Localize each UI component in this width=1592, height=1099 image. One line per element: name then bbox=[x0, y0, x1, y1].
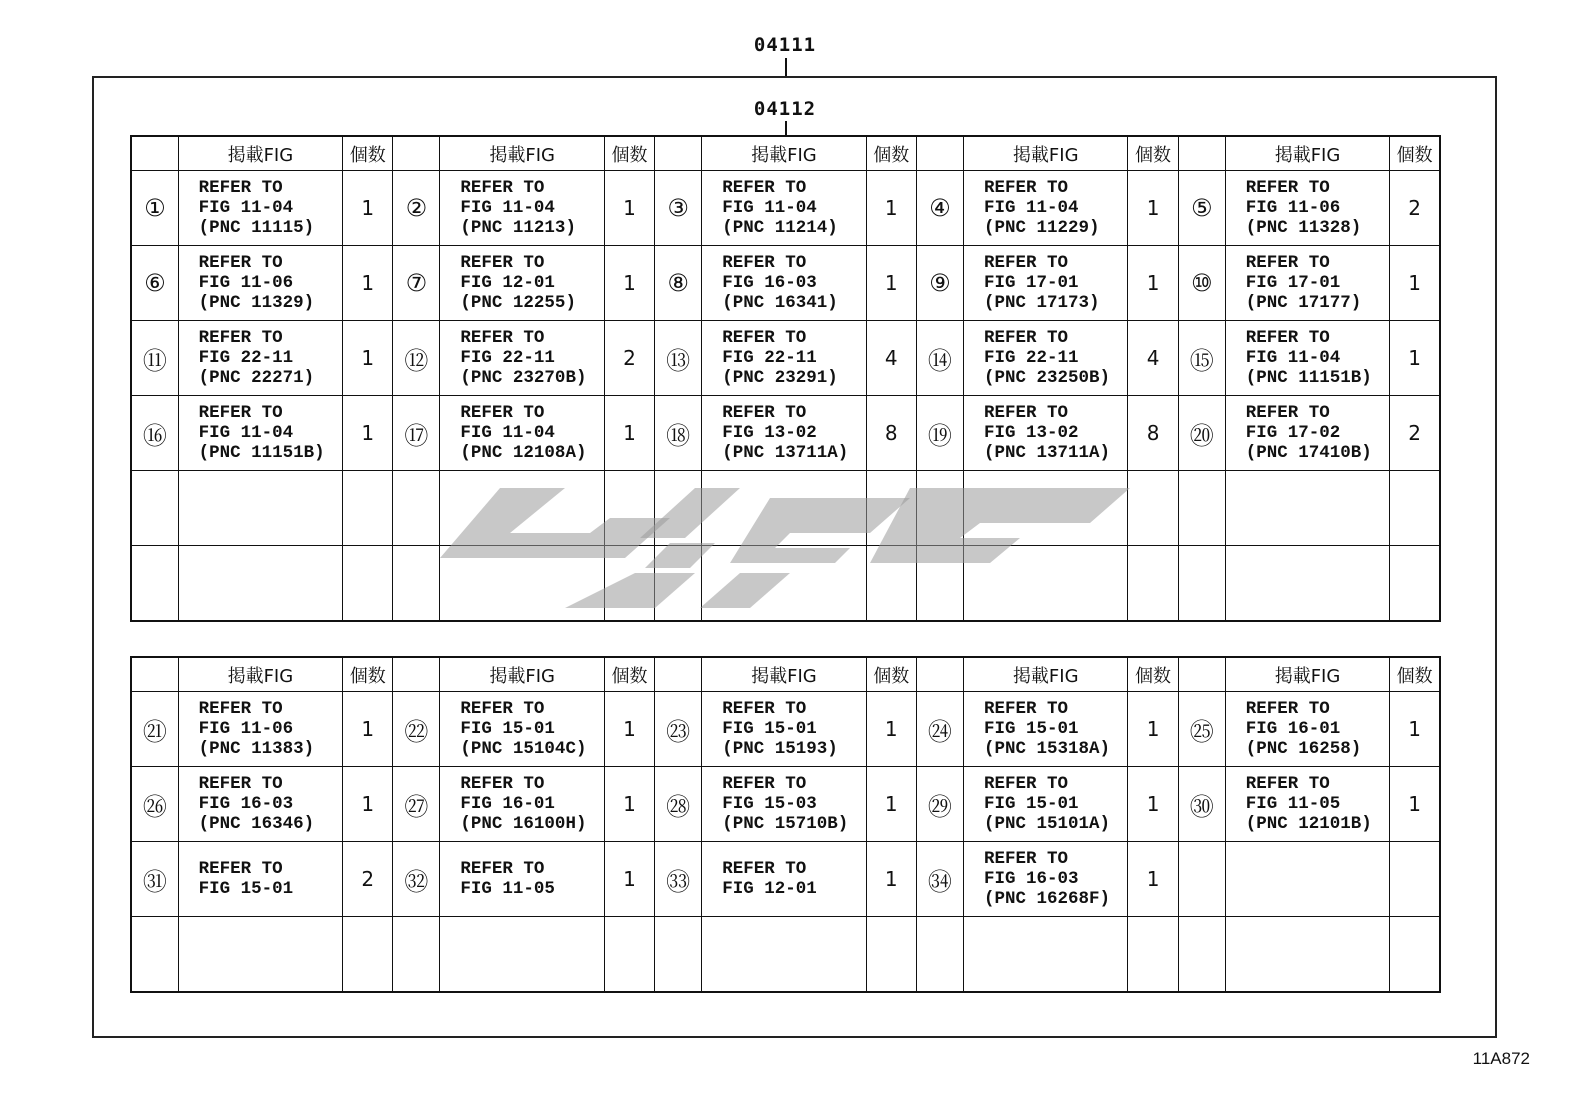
fig-reference-line: FIG 11-04 bbox=[198, 198, 294, 218]
fig-reference-line: (PNC 15101A) bbox=[983, 814, 1111, 834]
item-number: ㉙ bbox=[916, 767, 963, 842]
fig-reference-line: FIG 15-01 bbox=[983, 794, 1079, 814]
item-number bbox=[916, 471, 963, 546]
fig-reference-line: (PNC 13711A) bbox=[983, 443, 1111, 463]
item-number: ⑤ bbox=[1178, 171, 1225, 246]
item-number: ⑧ bbox=[655, 246, 702, 321]
parts-table-2 bbox=[130, 656, 1441, 993]
fig-reference-line: FIG 11-04 bbox=[460, 198, 555, 218]
fig-reference-line: (PNC 16268F) bbox=[983, 889, 1111, 909]
item-quantity: 2 bbox=[1390, 171, 1440, 246]
header-fig: 掲載FIG bbox=[963, 136, 1128, 171]
fig-reference bbox=[1225, 842, 1390, 917]
item-number: ⑪ bbox=[131, 321, 178, 396]
item-number: ㉒ bbox=[393, 692, 440, 767]
item-quantity bbox=[1128, 546, 1178, 622]
item-number: ⑥ bbox=[131, 246, 178, 321]
item-number bbox=[655, 917, 702, 993]
item-quantity: 8 bbox=[866, 396, 916, 471]
fig-reference-line: (PNC 23270B) bbox=[460, 368, 587, 388]
fig-reference-line: (PNC 12255) bbox=[460, 293, 576, 313]
item-quantity bbox=[604, 546, 654, 622]
fig-reference bbox=[963, 767, 1128, 842]
fig-reference-line: FIG 16-01 bbox=[460, 794, 555, 814]
item-number bbox=[1178, 917, 1225, 993]
fig-reference-line: FIG 11-04 bbox=[198, 423, 294, 443]
fig-reference-line: (PNC 17410B) bbox=[1245, 443, 1372, 463]
item-number: ㉖ bbox=[131, 767, 178, 842]
fig-reference-line: FIG 16-03 bbox=[722, 273, 817, 293]
fig-reference-line: REFER TO bbox=[983, 253, 1068, 273]
fig-reference-line: (PNC 11115) bbox=[198, 218, 315, 238]
item-quantity: 2 bbox=[343, 842, 393, 917]
fig-reference-line: (PNC 11214) bbox=[722, 218, 838, 238]
item-quantity: 1 bbox=[343, 321, 393, 396]
fig-reference bbox=[963, 396, 1128, 471]
item-quantity: 4 bbox=[1128, 321, 1178, 396]
item-quantity: 1 bbox=[1390, 692, 1440, 767]
item-quantity bbox=[866, 546, 916, 622]
item-number: ⑳ bbox=[1178, 396, 1225, 471]
item-quantity bbox=[604, 917, 654, 993]
table-row bbox=[131, 321, 1440, 396]
table-row bbox=[131, 692, 1440, 767]
fig-reference-line: REFER TO bbox=[198, 253, 283, 273]
item-number bbox=[393, 546, 440, 622]
fig-reference bbox=[440, 171, 605, 246]
fig-reference-line: (PNC 17173) bbox=[983, 293, 1100, 313]
fig-reference-line: REFER TO bbox=[1245, 774, 1330, 794]
fig-reference bbox=[963, 171, 1128, 246]
header-fig: 掲載FIG bbox=[178, 657, 343, 692]
item-number: ⑱ bbox=[655, 396, 702, 471]
fig-reference-line: FIG 13-02 bbox=[983, 423, 1079, 443]
header-qty: 個数 bbox=[1390, 657, 1440, 692]
fig-reference bbox=[1225, 471, 1390, 546]
fig-reference-line: FIG 22-11 bbox=[460, 348, 555, 368]
header-blank bbox=[393, 136, 440, 171]
item-quantity: 1 bbox=[1128, 767, 1178, 842]
item-quantity: 1 bbox=[604, 767, 654, 842]
fig-reference bbox=[1225, 546, 1390, 622]
fig-reference bbox=[1225, 692, 1390, 767]
fig-reference bbox=[702, 471, 867, 546]
fig-reference-line: (PNC 16346) bbox=[198, 814, 315, 834]
fig-reference-line: REFER TO bbox=[198, 328, 283, 348]
table-row bbox=[131, 171, 1440, 246]
fig-reference-line: FIG 11-04 bbox=[1245, 348, 1341, 368]
fig-reference bbox=[440, 767, 605, 842]
item-number bbox=[1178, 842, 1225, 917]
header-blank bbox=[131, 657, 178, 692]
item-quantity bbox=[343, 917, 393, 993]
item-quantity: 1 bbox=[343, 692, 393, 767]
fig-reference bbox=[702, 246, 867, 321]
fig-reference bbox=[963, 692, 1128, 767]
figure-id: 11A872 bbox=[1472, 1049, 1530, 1068]
item-quantity: 1 bbox=[343, 767, 393, 842]
fig-reference-line: (PNC 17177) bbox=[1245, 293, 1362, 313]
item-number: ⑩ bbox=[1178, 246, 1225, 321]
header-qty: 個数 bbox=[604, 136, 654, 171]
header-qty: 個数 bbox=[343, 657, 393, 692]
fig-reference-line: FIG 11-04 bbox=[460, 423, 555, 443]
fig-reference-line: (PNC 12108A) bbox=[460, 443, 587, 463]
item-quantity bbox=[343, 471, 393, 546]
table-row bbox=[131, 246, 1440, 321]
table-row bbox=[131, 471, 1440, 546]
fig-reference-line: REFER TO bbox=[722, 178, 807, 198]
fig-reference-line: FIG 15-01 bbox=[983, 719, 1079, 739]
item-number: ㉚ bbox=[1178, 767, 1225, 842]
item-quantity: 1 bbox=[866, 171, 916, 246]
fig-reference-line: REFER TO bbox=[983, 849, 1068, 869]
item-quantity: 1 bbox=[343, 171, 393, 246]
item-quantity: 1 bbox=[866, 842, 916, 917]
header-fig: 掲載FIG bbox=[1225, 657, 1390, 692]
fig-reference-line: (PNC 15318A) bbox=[983, 739, 1111, 759]
item-number: ㉜ bbox=[393, 842, 440, 917]
item-quantity: 1 bbox=[1390, 767, 1440, 842]
item-number: ⑨ bbox=[916, 246, 963, 321]
fig-reference-line: (PNC 23291) bbox=[722, 368, 838, 388]
item-quantity bbox=[1390, 546, 1440, 622]
item-number: ㉑ bbox=[131, 692, 178, 767]
fig-reference-line: REFER TO bbox=[1245, 403, 1330, 423]
header-blank bbox=[1178, 657, 1225, 692]
item-number: ㉛ bbox=[131, 842, 178, 917]
fig-reference-line: (PNC 15193) bbox=[722, 739, 838, 759]
fig-reference bbox=[440, 246, 605, 321]
header-blank bbox=[1178, 136, 1225, 171]
fig-reference-line: FIG 17-02 bbox=[1245, 423, 1341, 443]
fig-reference-line: REFER TO bbox=[722, 859, 807, 879]
fig-reference-line: FIG 15-01 bbox=[198, 879, 294, 899]
fig-reference bbox=[702, 396, 867, 471]
fig-reference bbox=[178, 546, 343, 622]
fig-reference bbox=[440, 546, 605, 622]
parts-table-1 bbox=[130, 135, 1441, 622]
fig-reference-line: REFER TO bbox=[1245, 253, 1330, 273]
fig-reference-line: FIG 17-01 bbox=[1245, 273, 1341, 293]
header-blank bbox=[916, 136, 963, 171]
fig-reference-line: (PNC 16100H) bbox=[460, 814, 587, 834]
header-qty: 個数 bbox=[604, 657, 654, 692]
fig-reference-line: FIG 17-01 bbox=[983, 273, 1079, 293]
fig-reference bbox=[440, 321, 605, 396]
fig-reference-line: FIG 22-11 bbox=[198, 348, 294, 368]
header-fig: 掲載FIG bbox=[178, 136, 343, 171]
item-quantity bbox=[866, 917, 916, 993]
fig-reference bbox=[702, 917, 867, 993]
item-quantity: 1 bbox=[1128, 842, 1178, 917]
item-number: ㉓ bbox=[655, 692, 702, 767]
fig-reference-line: REFER TO bbox=[1245, 699, 1330, 719]
fig-reference-line: FIG 22-11 bbox=[983, 348, 1079, 368]
fig-reference bbox=[963, 246, 1128, 321]
fig-reference-line: (PNC 12101B) bbox=[1245, 814, 1372, 834]
fig-reference bbox=[1225, 246, 1390, 321]
fig-reference bbox=[178, 917, 343, 993]
header-fig: 掲載FIG bbox=[702, 136, 867, 171]
fig-reference-line: REFER TO bbox=[983, 178, 1068, 198]
item-quantity: 1 bbox=[604, 692, 654, 767]
item-quantity: 1 bbox=[604, 171, 654, 246]
fig-reference bbox=[702, 546, 867, 622]
fig-reference-line: REFER TO bbox=[198, 403, 283, 423]
item-quantity: 1 bbox=[1390, 321, 1440, 396]
item-quantity: 4 bbox=[866, 321, 916, 396]
fig-reference bbox=[702, 321, 867, 396]
fig-reference-line: REFER TO bbox=[460, 699, 545, 719]
item-quantity bbox=[1390, 917, 1440, 993]
fig-reference-line: (PNC 16341) bbox=[722, 293, 838, 313]
fig-reference bbox=[963, 546, 1128, 622]
item-number: ㉞ bbox=[916, 842, 963, 917]
fig-reference-line: REFER TO bbox=[722, 774, 807, 794]
header-fig: 掲載FIG bbox=[440, 136, 605, 171]
fig-reference bbox=[963, 321, 1128, 396]
item-quantity: 1 bbox=[866, 767, 916, 842]
fig-reference-line: (PNC 11151B) bbox=[198, 443, 325, 463]
fig-reference bbox=[440, 842, 605, 917]
fig-reference bbox=[440, 471, 605, 546]
item-quantity: 1 bbox=[1128, 246, 1178, 321]
item-number: ㉕ bbox=[1178, 692, 1225, 767]
item-quantity: 1 bbox=[604, 396, 654, 471]
header-blank bbox=[655, 136, 702, 171]
fig-reference bbox=[702, 842, 867, 917]
item-number: ⑭ bbox=[916, 321, 963, 396]
fig-reference-line: REFER TO bbox=[983, 774, 1068, 794]
fig-reference bbox=[440, 396, 605, 471]
fig-reference-line: FIG 11-04 bbox=[722, 198, 817, 218]
top-leader-line bbox=[785, 58, 787, 76]
fig-reference bbox=[440, 917, 605, 993]
fig-reference-line: REFER TO bbox=[722, 403, 807, 423]
item-quantity: 8 bbox=[1128, 396, 1178, 471]
header-qty: 個数 bbox=[866, 136, 916, 171]
fig-reference-line: REFER TO bbox=[983, 403, 1068, 423]
fig-reference bbox=[178, 471, 343, 546]
table-row bbox=[131, 546, 1440, 622]
fig-reference-line: REFER TO bbox=[198, 774, 283, 794]
fig-reference-line: (PNC 11213) bbox=[460, 218, 576, 238]
table-row bbox=[131, 842, 1440, 917]
item-number: ㉝ bbox=[655, 842, 702, 917]
item-number: ① bbox=[131, 171, 178, 246]
fig-reference-line: (PNC 15104C) bbox=[460, 739, 587, 759]
item-quantity: 1 bbox=[1128, 171, 1178, 246]
item-number: ㉘ bbox=[655, 767, 702, 842]
fig-reference-line: FIG 11-04 bbox=[983, 198, 1079, 218]
fig-reference-line: REFER TO bbox=[198, 178, 283, 198]
item-number bbox=[655, 546, 702, 622]
fig-reference bbox=[1225, 396, 1390, 471]
header-qty: 個数 bbox=[1128, 657, 1178, 692]
fig-reference-line: (PNC 13711A) bbox=[722, 443, 849, 463]
item-number: ⑰ bbox=[393, 396, 440, 471]
fig-reference-line: (PNC 23250B) bbox=[983, 368, 1111, 388]
fig-reference-line: REFER TO bbox=[198, 859, 283, 879]
fig-reference-line: (PNC 16258) bbox=[1245, 739, 1362, 759]
fig-reference-line: FIG 11-06 bbox=[1245, 198, 1341, 218]
fig-reference-line: REFER TO bbox=[722, 699, 807, 719]
fig-reference-line: FIG 16-03 bbox=[983, 869, 1079, 889]
fig-reference bbox=[702, 692, 867, 767]
fig-reference-line: REFER TO bbox=[722, 253, 807, 273]
fig-reference-line: REFER TO bbox=[460, 253, 545, 273]
table-row bbox=[131, 917, 1440, 993]
header-row bbox=[131, 657, 1440, 692]
header-blank bbox=[916, 657, 963, 692]
header-qty: 個数 bbox=[343, 136, 393, 171]
item-quantity: 1 bbox=[604, 842, 654, 917]
fig-reference-line: FIG 11-05 bbox=[1245, 794, 1341, 814]
header-blank bbox=[393, 657, 440, 692]
header-fig: 掲載FIG bbox=[440, 657, 605, 692]
fig-reference-line: REFER TO bbox=[1245, 328, 1330, 348]
fig-reference-line: FIG 16-01 bbox=[1245, 719, 1341, 739]
item-number: ⑬ bbox=[655, 321, 702, 396]
fig-reference bbox=[702, 767, 867, 842]
fig-reference-line: FIG 11-06 bbox=[198, 273, 294, 293]
item-quantity: 1 bbox=[343, 246, 393, 321]
fig-reference bbox=[963, 471, 1128, 546]
item-number: ② bbox=[393, 171, 440, 246]
item-quantity: 1 bbox=[1128, 692, 1178, 767]
fig-reference bbox=[1225, 917, 1390, 993]
item-number: ㉗ bbox=[393, 767, 440, 842]
item-number: ③ bbox=[655, 171, 702, 246]
item-number: ⑫ bbox=[393, 321, 440, 396]
fig-reference-line: (PNC 15710B) bbox=[722, 814, 849, 834]
item-quantity bbox=[1128, 471, 1178, 546]
inner-assembly-code: 04112 bbox=[753, 98, 817, 120]
fig-reference-line: REFER TO bbox=[983, 699, 1068, 719]
item-number: ⑲ bbox=[916, 396, 963, 471]
fig-reference bbox=[1225, 321, 1390, 396]
item-number bbox=[131, 546, 178, 622]
fig-reference-line: FIG 12-01 bbox=[722, 879, 817, 899]
header-row bbox=[131, 136, 1440, 171]
fig-reference bbox=[963, 842, 1128, 917]
inner-leader-line bbox=[785, 121, 787, 136]
fig-reference bbox=[178, 692, 343, 767]
fig-reference-line: (PNC 11383) bbox=[198, 739, 315, 759]
table-row bbox=[131, 396, 1440, 471]
fig-reference bbox=[178, 246, 343, 321]
item-number bbox=[916, 917, 963, 993]
fig-reference bbox=[963, 917, 1128, 993]
item-quantity bbox=[1390, 471, 1440, 546]
item-number bbox=[655, 471, 702, 546]
fig-reference-line: FIG 16-03 bbox=[198, 794, 294, 814]
header-blank bbox=[655, 657, 702, 692]
item-number: ⑮ bbox=[1178, 321, 1225, 396]
fig-reference-line: FIG 15-01 bbox=[460, 719, 555, 739]
fig-reference bbox=[1225, 767, 1390, 842]
item-number bbox=[916, 546, 963, 622]
fig-reference-line: REFER TO bbox=[460, 328, 545, 348]
item-quantity bbox=[866, 471, 916, 546]
fig-reference-line: REFER TO bbox=[722, 328, 807, 348]
fig-reference-line: REFER TO bbox=[460, 859, 545, 879]
item-number: ④ bbox=[916, 171, 963, 246]
fig-reference-line: FIG 22-11 bbox=[722, 348, 817, 368]
item-number bbox=[393, 917, 440, 993]
fig-reference bbox=[702, 171, 867, 246]
fig-reference-line: (PNC 11329) bbox=[198, 293, 315, 313]
header-fig: 掲載FIG bbox=[963, 657, 1128, 692]
fig-reference-line: FIG 15-01 bbox=[722, 719, 817, 739]
item-quantity: 1 bbox=[604, 246, 654, 321]
item-quantity bbox=[1390, 842, 1440, 917]
item-number bbox=[1178, 546, 1225, 622]
top-assembly-code: 04111 bbox=[753, 34, 817, 56]
table-row bbox=[131, 767, 1440, 842]
fig-reference bbox=[178, 321, 343, 396]
item-number bbox=[393, 471, 440, 546]
item-quantity bbox=[604, 471, 654, 546]
item-quantity bbox=[343, 546, 393, 622]
item-quantity: 2 bbox=[1390, 396, 1440, 471]
item-quantity: 1 bbox=[1390, 246, 1440, 321]
fig-reference-line: REFER TO bbox=[460, 774, 545, 794]
fig-reference bbox=[178, 842, 343, 917]
item-number bbox=[1178, 471, 1225, 546]
item-quantity: 1 bbox=[343, 396, 393, 471]
fig-reference-line: REFER TO bbox=[460, 178, 545, 198]
header-qty: 個数 bbox=[1390, 136, 1440, 171]
item-number bbox=[131, 471, 178, 546]
item-quantity bbox=[1128, 917, 1178, 993]
fig-reference-line: FIG 11-06 bbox=[198, 719, 294, 739]
fig-reference-line: FIG 15-03 bbox=[722, 794, 817, 814]
fig-reference-line: FIG 13-02 bbox=[722, 423, 817, 443]
item-quantity: 2 bbox=[604, 321, 654, 396]
fig-reference-line: REFER TO bbox=[1245, 178, 1330, 198]
header-blank bbox=[131, 136, 178, 171]
fig-reference-line: FIG 11-05 bbox=[460, 879, 555, 899]
fig-reference bbox=[178, 396, 343, 471]
fig-reference bbox=[178, 767, 343, 842]
fig-reference bbox=[440, 692, 605, 767]
item-quantity: 1 bbox=[866, 692, 916, 767]
item-number: ⑦ bbox=[393, 246, 440, 321]
fig-reference-line: REFER TO bbox=[198, 699, 283, 719]
item-number: ㉔ bbox=[916, 692, 963, 767]
item-number: ⑯ bbox=[131, 396, 178, 471]
fig-reference-line: REFER TO bbox=[983, 328, 1068, 348]
fig-reference bbox=[1225, 171, 1390, 246]
fig-reference-line: (PNC 11151B) bbox=[1245, 368, 1372, 388]
header-qty: 個数 bbox=[1128, 136, 1178, 171]
item-number bbox=[131, 917, 178, 993]
header-fig: 掲載FIG bbox=[1225, 136, 1390, 171]
fig-reference-line: REFER TO bbox=[460, 403, 545, 423]
fig-reference-line: (PNC 11229) bbox=[983, 218, 1100, 238]
header-qty: 個数 bbox=[866, 657, 916, 692]
header-fig: 掲載FIG bbox=[702, 657, 867, 692]
item-quantity: 1 bbox=[866, 246, 916, 321]
fig-reference bbox=[178, 171, 343, 246]
fig-reference-line: FIG 12-01 bbox=[460, 273, 555, 293]
fig-reference-line: (PNC 11328) bbox=[1245, 218, 1362, 238]
fig-reference-line: (PNC 22271) bbox=[198, 368, 315, 388]
